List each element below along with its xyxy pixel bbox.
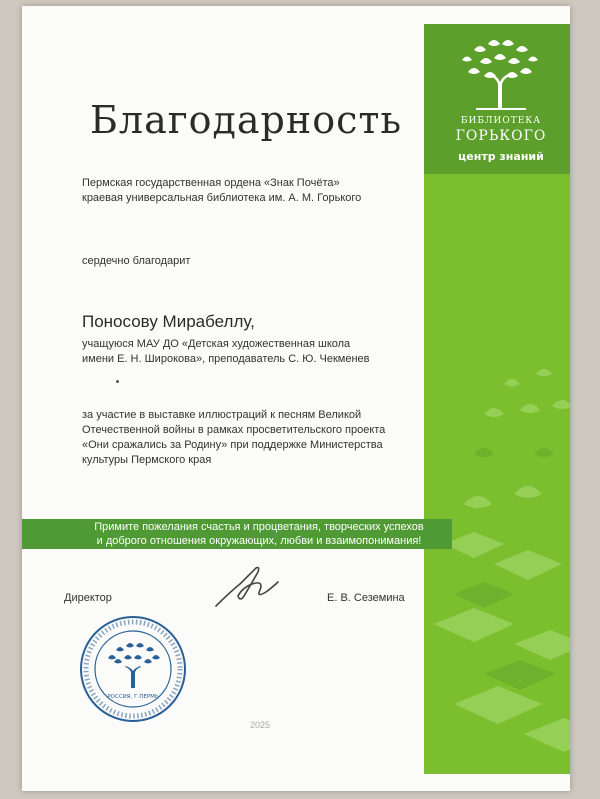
wishes-text xyxy=(74,520,444,548)
document-title: Благодарность xyxy=(90,98,403,142)
thanks-phrase: сердечно благодарит xyxy=(82,255,191,267)
reason-line-2: Отечественной войны в рамках просветительского проекта xyxy=(82,424,386,436)
director-label: Директор xyxy=(64,592,112,604)
school-line-2: имени Е. Н. Широкова», преподаватель С. Ю. Чекменев xyxy=(82,353,370,365)
certificate-sheet xyxy=(22,6,570,791)
reason-line-4: культуры Пермского края xyxy=(82,454,212,466)
stamp-location-text: РОССИЯ, Г.ПЕРМЬ xyxy=(107,694,159,700)
reason-line-3: «Они сражались за Родину» при поддержке Министерства xyxy=(82,439,383,451)
tree-logo-icon xyxy=(458,32,544,112)
wishes-banner xyxy=(22,519,452,549)
wishes-line-1: Примите пожелания счастья и процветания, творческих успехов xyxy=(94,521,424,533)
school-line-1: учащуюся МАУ ДО «Детская художественная школа xyxy=(82,338,351,350)
recipient-name: Поносову Мирабеллу, xyxy=(82,312,255,331)
wishes-line-2: и доброго отношения окружающих, любви и взаимопонимания! xyxy=(96,535,422,547)
reason-line-1: за участие в выставке иллюстраций к песням Великой xyxy=(82,409,362,421)
green-side-panel xyxy=(424,24,570,774)
school-text xyxy=(82,337,412,367)
ink-dot xyxy=(116,380,119,383)
book-pattern-decoration xyxy=(424,174,570,774)
library-logo xyxy=(424,24,570,174)
organization-text xyxy=(82,176,412,206)
organization-line-2: краевая универсальная библиотека им. А. М. Горького xyxy=(82,192,362,204)
year-text: 2025 xyxy=(250,720,271,730)
logo-text-library: БИБЛИОТЕКА xyxy=(460,116,542,126)
reason-text xyxy=(82,408,412,468)
library-seal-icon xyxy=(78,614,188,724)
logo-text-gorky: ГОРЬКОГО xyxy=(455,128,547,144)
director-name: Е. В. Сеземина xyxy=(327,592,405,604)
logo-text-knowledge-center: центр знаний xyxy=(458,150,544,163)
signature-icon xyxy=(210,562,282,612)
organization-line-1: Пермская государственная ордена «Знак Почёта» xyxy=(82,177,340,189)
